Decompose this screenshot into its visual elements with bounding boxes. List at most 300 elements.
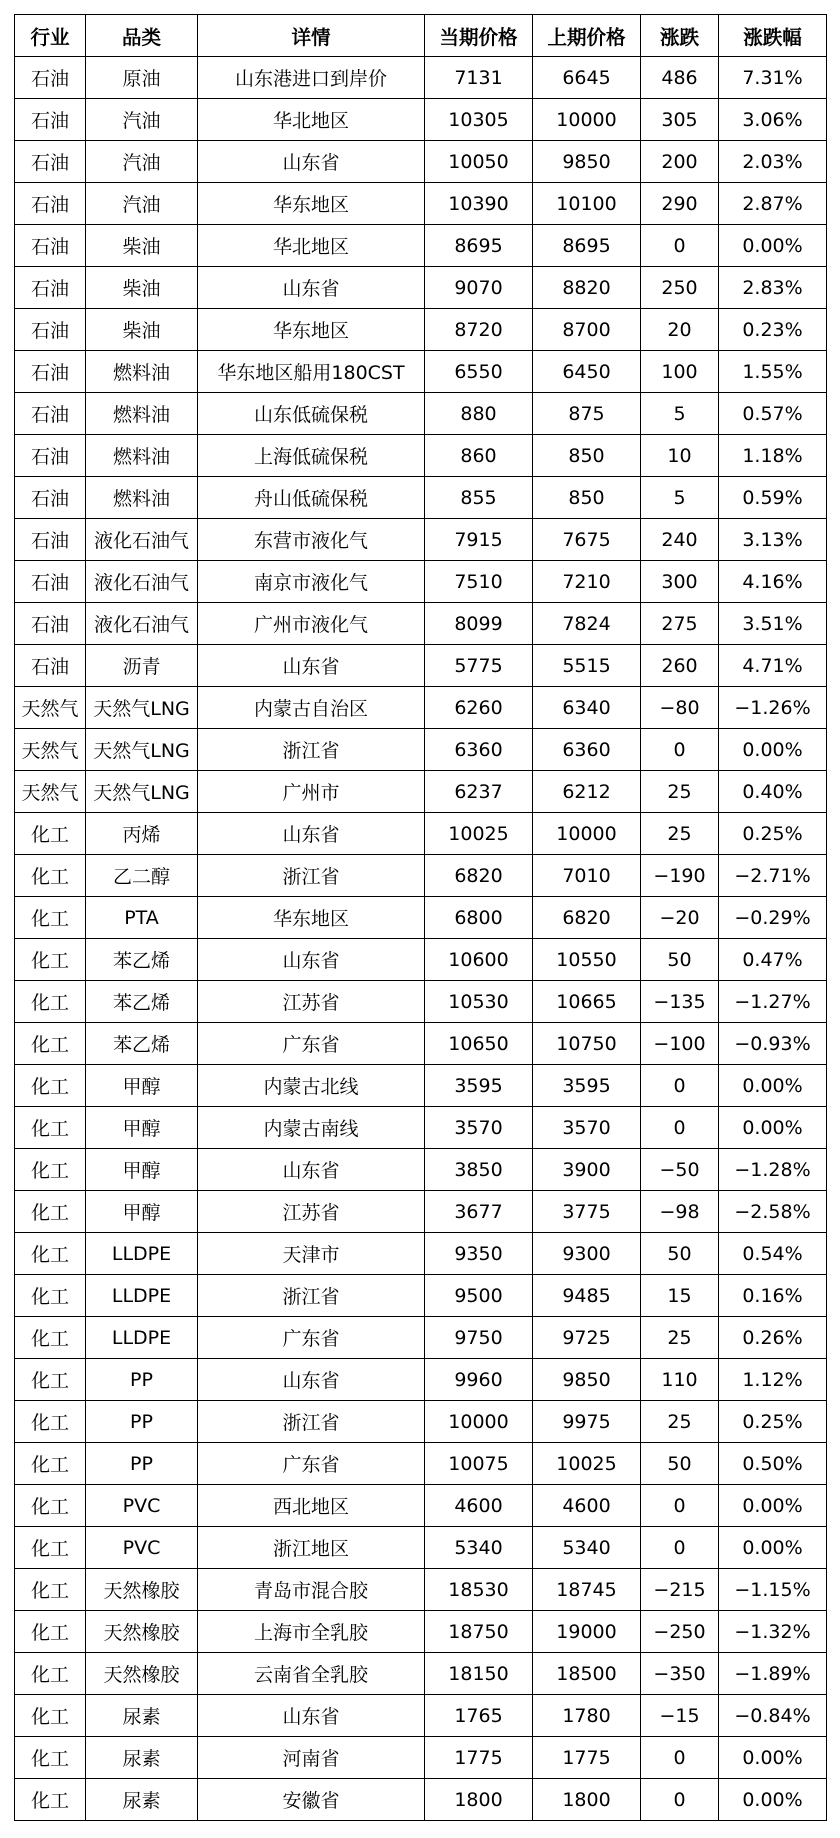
table-row xyxy=(15,1611,827,1653)
table-body xyxy=(15,57,827,1821)
cell-previous-price: 18500 xyxy=(533,1653,641,1695)
table-row xyxy=(15,897,827,939)
cell-category: PP xyxy=(86,1359,198,1401)
cell-change: 250 xyxy=(641,267,719,309)
cell-current-price: 3850 xyxy=(425,1149,533,1191)
cell-previous-price: 5515 xyxy=(533,645,641,687)
cell-previous-price: 6360 xyxy=(533,729,641,771)
header-change-percent: 涨跌幅 xyxy=(719,15,827,57)
cell-change-percent: −2.58% xyxy=(719,1191,827,1233)
cell-detail: 安徽省 xyxy=(198,1779,425,1821)
table-row xyxy=(15,1443,827,1485)
cell-previous-price: 4600 xyxy=(533,1485,641,1527)
cell-category: 柴油 xyxy=(86,225,198,267)
cell-change: 0 xyxy=(641,225,719,267)
cell-current-price: 6260 xyxy=(425,687,533,729)
table-row xyxy=(15,1359,827,1401)
cell-industry: 化工 xyxy=(15,1401,86,1443)
table-row xyxy=(15,855,827,897)
cell-change-percent: 1.55% xyxy=(719,351,827,393)
table-row xyxy=(15,1191,827,1233)
cell-industry: 化工 xyxy=(15,1653,86,1695)
cell-change: 0 xyxy=(641,1107,719,1149)
cell-change-percent: 0.00% xyxy=(719,225,827,267)
cell-change: 200 xyxy=(641,141,719,183)
cell-previous-price: 9975 xyxy=(533,1401,641,1443)
cell-industry: 化工 xyxy=(15,1065,86,1107)
cell-change-percent: −0.84% xyxy=(719,1695,827,1737)
cell-change-percent: −2.71% xyxy=(719,855,827,897)
cell-detail: 天津市 xyxy=(198,1233,425,1275)
header-previous-price: 上期价格 xyxy=(533,15,641,57)
cell-industry: 石油 xyxy=(15,183,86,225)
table-row xyxy=(15,939,827,981)
cell-change: 100 xyxy=(641,351,719,393)
cell-detail: 山东省 xyxy=(198,813,425,855)
cell-change: 5 xyxy=(641,393,719,435)
table-row xyxy=(15,981,827,1023)
cell-detail: 山东省 xyxy=(198,1695,425,1737)
cell-detail: 华东地区 xyxy=(198,897,425,939)
cell-change: 0 xyxy=(641,1527,719,1569)
table-row xyxy=(15,1695,827,1737)
cell-change-percent: 0.00% xyxy=(719,729,827,771)
cell-detail: 山东省 xyxy=(198,1359,425,1401)
cell-current-price: 10600 xyxy=(425,939,533,981)
cell-detail: 山东省 xyxy=(198,141,425,183)
cell-detail: 舟山低硫保税 xyxy=(198,477,425,519)
cell-previous-price: 6820 xyxy=(533,897,641,939)
cell-change-percent: 0.26% xyxy=(719,1317,827,1359)
cell-change: 486 xyxy=(641,57,719,99)
table-row xyxy=(15,225,827,267)
cell-current-price: 860 xyxy=(425,435,533,477)
cell-change-percent: 0.00% xyxy=(719,1107,827,1149)
cell-detail: 浙江省 xyxy=(198,855,425,897)
cell-category: 液化石油气 xyxy=(86,561,198,603)
cell-change: 25 xyxy=(641,1317,719,1359)
cell-previous-price: 7010 xyxy=(533,855,641,897)
table-row xyxy=(15,1317,827,1359)
cell-detail: 浙江省 xyxy=(198,1401,425,1443)
cell-change-percent: −0.29% xyxy=(719,897,827,939)
table-row xyxy=(15,57,827,99)
cell-industry: 化工 xyxy=(15,1443,86,1485)
cell-change: −350 xyxy=(641,1653,719,1695)
table-row xyxy=(15,1527,827,1569)
cell-category: 天然橡胶 xyxy=(86,1569,198,1611)
cell-change: −250 xyxy=(641,1611,719,1653)
cell-change-percent: 4.16% xyxy=(719,561,827,603)
cell-previous-price: 7824 xyxy=(533,603,641,645)
cell-category: 天然气LNG xyxy=(86,687,198,729)
cell-detail: 山东省 xyxy=(198,267,425,309)
cell-previous-price: 850 xyxy=(533,477,641,519)
cell-current-price: 8099 xyxy=(425,603,533,645)
cell-change: 50 xyxy=(641,939,719,981)
cell-change: 25 xyxy=(641,771,719,813)
cell-change-percent: −1.27% xyxy=(719,981,827,1023)
cell-change-percent: −1.89% xyxy=(719,1653,827,1695)
table-row xyxy=(15,687,827,729)
header-current-price: 当期价格 xyxy=(425,15,533,57)
cell-change: 305 xyxy=(641,99,719,141)
cell-previous-price: 10000 xyxy=(533,99,641,141)
cell-category: 甲醇 xyxy=(86,1149,198,1191)
cell-industry: 天然气 xyxy=(15,729,86,771)
cell-change: 5 xyxy=(641,477,719,519)
cell-previous-price: 9850 xyxy=(533,141,641,183)
cell-change-percent: 0.40% xyxy=(719,771,827,813)
table-row xyxy=(15,1779,827,1821)
cell-current-price: 6820 xyxy=(425,855,533,897)
cell-current-price: 3595 xyxy=(425,1065,533,1107)
cell-change: 15 xyxy=(641,1275,719,1317)
cell-industry: 化工 xyxy=(15,1191,86,1233)
table-row xyxy=(15,477,827,519)
cell-change: −20 xyxy=(641,897,719,939)
cell-detail: 山东港进口到岸价 xyxy=(198,57,425,99)
table-row xyxy=(15,267,827,309)
table-row xyxy=(15,1569,827,1611)
cell-detail: 内蒙古南线 xyxy=(198,1107,425,1149)
cell-category: 尿素 xyxy=(86,1695,198,1737)
cell-detail: 内蒙古自治区 xyxy=(198,687,425,729)
cell-change-percent: 3.13% xyxy=(719,519,827,561)
cell-detail: 山东省 xyxy=(198,939,425,981)
table-row xyxy=(15,519,827,561)
cell-change: 275 xyxy=(641,603,719,645)
cell-previous-price: 8820 xyxy=(533,267,641,309)
cell-current-price: 5340 xyxy=(425,1527,533,1569)
cell-change: −80 xyxy=(641,687,719,729)
cell-current-price: 5775 xyxy=(425,645,533,687)
cell-current-price: 7131 xyxy=(425,57,533,99)
cell-change: 10 xyxy=(641,435,719,477)
cell-previous-price: 10665 xyxy=(533,981,641,1023)
cell-previous-price: 10000 xyxy=(533,813,641,855)
cell-change-percent: 0.54% xyxy=(719,1233,827,1275)
cell-previous-price: 10025 xyxy=(533,1443,641,1485)
cell-change-percent: 0.00% xyxy=(719,1779,827,1821)
cell-current-price: 6360 xyxy=(425,729,533,771)
cell-change-percent: 0.23% xyxy=(719,309,827,351)
cell-change-percent: −1.15% xyxy=(719,1569,827,1611)
cell-change-percent: 0.50% xyxy=(719,1443,827,1485)
cell-detail: 山东省 xyxy=(198,645,425,687)
cell-industry: 石油 xyxy=(15,57,86,99)
cell-current-price: 4600 xyxy=(425,1485,533,1527)
cell-previous-price: 19000 xyxy=(533,1611,641,1653)
cell-current-price: 9070 xyxy=(425,267,533,309)
cell-industry: 石油 xyxy=(15,645,86,687)
cell-current-price: 6800 xyxy=(425,897,533,939)
table-row xyxy=(15,1653,827,1695)
cell-change: 0 xyxy=(641,729,719,771)
cell-current-price: 7510 xyxy=(425,561,533,603)
cell-category: 燃料油 xyxy=(86,351,198,393)
cell-current-price: 855 xyxy=(425,477,533,519)
cell-previous-price: 6340 xyxy=(533,687,641,729)
cell-change-percent: 1.18% xyxy=(719,435,827,477)
cell-industry: 石油 xyxy=(15,267,86,309)
cell-industry: 化工 xyxy=(15,939,86,981)
cell-industry: 化工 xyxy=(15,1611,86,1653)
cell-change-percent: 0.47% xyxy=(719,939,827,981)
cell-category: 天然橡胶 xyxy=(86,1611,198,1653)
cell-previous-price: 850 xyxy=(533,435,641,477)
cell-change-percent: 0.00% xyxy=(719,1065,827,1107)
cell-change: −215 xyxy=(641,1569,719,1611)
cell-change: 260 xyxy=(641,645,719,687)
cell-category: 尿素 xyxy=(86,1737,198,1779)
cell-category: 天然气LNG xyxy=(86,729,198,771)
cell-industry: 化工 xyxy=(15,1527,86,1569)
table-row xyxy=(15,99,827,141)
cell-change-percent: 0.16% xyxy=(719,1275,827,1317)
cell-change-percent: 1.12% xyxy=(719,1359,827,1401)
cell-change-percent: 0.00% xyxy=(719,1485,827,1527)
table-row xyxy=(15,393,827,435)
cell-detail: 青岛市混合胶 xyxy=(198,1569,425,1611)
header-row xyxy=(15,15,827,57)
cell-industry: 石油 xyxy=(15,477,86,519)
cell-industry: 化工 xyxy=(15,1107,86,1149)
cell-current-price: 10305 xyxy=(425,99,533,141)
cell-industry: 化工 xyxy=(15,1359,86,1401)
cell-category: 液化石油气 xyxy=(86,519,198,561)
cell-current-price: 880 xyxy=(425,393,533,435)
cell-previous-price: 10750 xyxy=(533,1023,641,1065)
cell-previous-price: 1780 xyxy=(533,1695,641,1737)
cell-category: 甲醇 xyxy=(86,1065,198,1107)
table-row xyxy=(15,1401,827,1443)
cell-industry: 化工 xyxy=(15,1737,86,1779)
cell-previous-price: 3595 xyxy=(533,1065,641,1107)
cell-industry: 石油 xyxy=(15,99,86,141)
cell-current-price: 1800 xyxy=(425,1779,533,1821)
cell-detail: 广东省 xyxy=(198,1317,425,1359)
cell-current-price: 6550 xyxy=(425,351,533,393)
cell-category: PP xyxy=(86,1401,198,1443)
cell-category: 丙烯 xyxy=(86,813,198,855)
cell-category: 燃料油 xyxy=(86,477,198,519)
cell-category: LLDPE xyxy=(86,1233,198,1275)
cell-category: 柴油 xyxy=(86,267,198,309)
cell-current-price: 10075 xyxy=(425,1443,533,1485)
table-row xyxy=(15,309,827,351)
cell-detail: 广州市 xyxy=(198,771,425,813)
cell-current-price: 3677 xyxy=(425,1191,533,1233)
cell-category: PTA xyxy=(86,897,198,939)
cell-previous-price: 10100 xyxy=(533,183,641,225)
cell-detail: 山东省 xyxy=(198,1149,425,1191)
cell-category: 原油 xyxy=(86,57,198,99)
cell-previous-price: 875 xyxy=(533,393,641,435)
cell-current-price: 9750 xyxy=(425,1317,533,1359)
cell-current-price: 10530 xyxy=(425,981,533,1023)
cell-current-price: 1775 xyxy=(425,1737,533,1779)
cell-change: 110 xyxy=(641,1359,719,1401)
price-table xyxy=(14,14,827,1821)
table-header xyxy=(15,15,827,57)
cell-change: 240 xyxy=(641,519,719,561)
cell-industry: 化工 xyxy=(15,1317,86,1359)
cell-change-percent: 0.25% xyxy=(719,813,827,855)
cell-previous-price: 8700 xyxy=(533,309,641,351)
cell-change-percent: 0.00% xyxy=(719,1527,827,1569)
cell-previous-price: 10550 xyxy=(533,939,641,981)
cell-change-percent: 4.71% xyxy=(719,645,827,687)
cell-category: 汽油 xyxy=(86,99,198,141)
cell-detail: 华东地区 xyxy=(198,183,425,225)
cell-industry: 天然气 xyxy=(15,687,86,729)
cell-change: 290 xyxy=(641,183,719,225)
cell-current-price: 9350 xyxy=(425,1233,533,1275)
table-row xyxy=(15,603,827,645)
cell-industry: 化工 xyxy=(15,1233,86,1275)
table-row xyxy=(15,1485,827,1527)
cell-industry: 石油 xyxy=(15,225,86,267)
table-row xyxy=(15,141,827,183)
cell-detail: 上海市全乳胶 xyxy=(198,1611,425,1653)
cell-detail: 华北地区 xyxy=(198,225,425,267)
cell-current-price: 9500 xyxy=(425,1275,533,1317)
cell-detail: 内蒙古北线 xyxy=(198,1065,425,1107)
cell-change: −190 xyxy=(641,855,719,897)
cell-industry: 化工 xyxy=(15,1569,86,1611)
cell-detail: 河南省 xyxy=(198,1737,425,1779)
cell-category: LLDPE xyxy=(86,1275,198,1317)
cell-change-percent: −1.26% xyxy=(719,687,827,729)
cell-previous-price: 9300 xyxy=(533,1233,641,1275)
cell-category: PVC xyxy=(86,1527,198,1569)
table-row xyxy=(15,561,827,603)
table-row xyxy=(15,1065,827,1107)
table-row xyxy=(15,1149,827,1191)
cell-industry: 化工 xyxy=(15,1023,86,1065)
cell-change-percent: −1.32% xyxy=(719,1611,827,1653)
cell-previous-price: 1800 xyxy=(533,1779,641,1821)
cell-industry: 石油 xyxy=(15,351,86,393)
cell-change-percent: 0.25% xyxy=(719,1401,827,1443)
cell-change-percent: 0.59% xyxy=(719,477,827,519)
cell-previous-price: 9485 xyxy=(533,1275,641,1317)
cell-previous-price: 8695 xyxy=(533,225,641,267)
table-row xyxy=(15,771,827,813)
cell-industry: 石油 xyxy=(15,435,86,477)
cell-industry: 石油 xyxy=(15,309,86,351)
cell-category: 汽油 xyxy=(86,183,198,225)
cell-change: 0 xyxy=(641,1485,719,1527)
cell-change: 20 xyxy=(641,309,719,351)
cell-change: 50 xyxy=(641,1443,719,1485)
cell-category: 天然橡胶 xyxy=(86,1653,198,1695)
cell-detail: 浙江省 xyxy=(198,729,425,771)
cell-category: PP xyxy=(86,1443,198,1485)
cell-current-price: 10050 xyxy=(425,141,533,183)
cell-detail: 广东省 xyxy=(198,1443,425,1485)
cell-category: 天然气LNG xyxy=(86,771,198,813)
cell-industry: 化工 xyxy=(15,1275,86,1317)
cell-change: −98 xyxy=(641,1191,719,1233)
cell-previous-price: 18745 xyxy=(533,1569,641,1611)
cell-detail: 西北地区 xyxy=(198,1485,425,1527)
cell-change-percent: 3.51% xyxy=(719,603,827,645)
cell-change-percent: −1.28% xyxy=(719,1149,827,1191)
cell-change: −50 xyxy=(641,1149,719,1191)
cell-industry: 化工 xyxy=(15,813,86,855)
header-category: 品类 xyxy=(86,15,198,57)
cell-previous-price: 3570 xyxy=(533,1107,641,1149)
cell-current-price: 10025 xyxy=(425,813,533,855)
cell-detail: 南京市液化气 xyxy=(198,561,425,603)
cell-current-price: 10390 xyxy=(425,183,533,225)
cell-detail: 江苏省 xyxy=(198,981,425,1023)
cell-detail: 华东地区船用180CST xyxy=(198,351,425,393)
cell-previous-price: 6645 xyxy=(533,57,641,99)
cell-change: −100 xyxy=(641,1023,719,1065)
cell-previous-price: 1775 xyxy=(533,1737,641,1779)
table-row xyxy=(15,1233,827,1275)
cell-change: 0 xyxy=(641,1065,719,1107)
cell-detail: 云南省全乳胶 xyxy=(198,1653,425,1695)
table-row xyxy=(15,1023,827,1065)
cell-current-price: 9960 xyxy=(425,1359,533,1401)
cell-category: 苯乙烯 xyxy=(86,981,198,1023)
cell-previous-price: 9725 xyxy=(533,1317,641,1359)
cell-detail: 山东低硫保税 xyxy=(198,393,425,435)
cell-category: LLDPE xyxy=(86,1317,198,1359)
cell-change: 25 xyxy=(641,813,719,855)
cell-industry: 化工 xyxy=(15,981,86,1023)
cell-detail: 东营市液化气 xyxy=(198,519,425,561)
cell-detail: 广州市液化气 xyxy=(198,603,425,645)
cell-current-price: 10000 xyxy=(425,1401,533,1443)
cell-category: 汽油 xyxy=(86,141,198,183)
cell-category: 尿素 xyxy=(86,1779,198,1821)
cell-current-price: 1765 xyxy=(425,1695,533,1737)
cell-change: −135 xyxy=(641,981,719,1023)
cell-previous-price: 5340 xyxy=(533,1527,641,1569)
table-row xyxy=(15,813,827,855)
cell-detail: 浙江地区 xyxy=(198,1527,425,1569)
cell-current-price: 3570 xyxy=(425,1107,533,1149)
header-industry: 行业 xyxy=(15,15,86,57)
table-row xyxy=(15,729,827,771)
cell-category: PVC xyxy=(86,1485,198,1527)
cell-industry: 化工 xyxy=(15,897,86,939)
cell-change-percent: 0.57% xyxy=(719,393,827,435)
cell-industry: 化工 xyxy=(15,1485,86,1527)
cell-detail: 广东省 xyxy=(198,1023,425,1065)
table-row xyxy=(15,351,827,393)
cell-category: 液化石油气 xyxy=(86,603,198,645)
cell-industry: 石油 xyxy=(15,141,86,183)
cell-current-price: 18530 xyxy=(425,1569,533,1611)
cell-category: 苯乙烯 xyxy=(86,1023,198,1065)
cell-current-price: 8695 xyxy=(425,225,533,267)
cell-change: 50 xyxy=(641,1233,719,1275)
cell-current-price: 18150 xyxy=(425,1653,533,1695)
cell-industry: 石油 xyxy=(15,393,86,435)
cell-industry: 化工 xyxy=(15,1695,86,1737)
cell-industry: 化工 xyxy=(15,855,86,897)
cell-current-price: 10650 xyxy=(425,1023,533,1065)
cell-previous-price: 6450 xyxy=(533,351,641,393)
cell-category: 甲醇 xyxy=(86,1107,198,1149)
table-row xyxy=(15,183,827,225)
